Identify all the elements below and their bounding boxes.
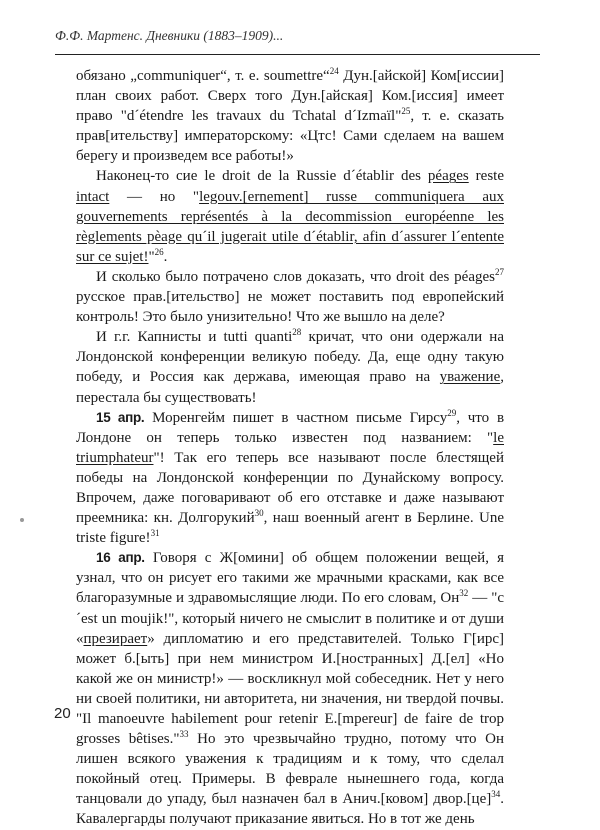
paragraph (76, 548, 504, 829)
paragraph (76, 267, 504, 327)
paragraph (76, 408, 504, 549)
text-run: И сколько было потрачено слов доказать, что droit des péages (96, 268, 495, 285)
text-run: кричат, что они одержали на Лондонской конференции великую победу. Да, еще одну такую победу, и Россия как держава, имеющая право на (76, 329, 504, 386)
text-run: обязано „communiquer“, т. е. soumettre“ (76, 68, 330, 84)
text-run: , перестала бы существовать! (76, 369, 504, 406)
text-run: — "c´est un moujik!", который ничего не смыслит в политике и от души « (76, 590, 505, 647)
text-run: Говоря с Ж[омини] об общем положении вещей, я узнал, что он рисует его такими же мрачными красками, как все благоразумные и здравомыслящие люди. По его словам, Он (76, 550, 504, 607)
footnote-ref: 33 (179, 729, 189, 740)
footnote-ref: 26 (154, 246, 164, 257)
text-run: , наш военный агент в Берлине. Une triste figure! (76, 510, 504, 547)
footnote-ref: 31 (150, 528, 160, 539)
footnote-ref: 29 (447, 407, 457, 418)
running-title: Ф.Ф. Мартенс. Дневники (1883–1909)... (55, 28, 284, 43)
footnote-ref: 32 (459, 588, 469, 599)
text-run: Но это чрезвычайно трудно, потому что Он лишен всякого уважения к традициям и к тому, что сделал покойный отец. Примеры. В феврале нынешнего года, когда танцовали до упаду, был назначен бал в Анич.[ковом] двор.[це] (76, 731, 505, 808)
underlined-text: legouv.[ernement] russe communiquera aux gouvernements représentés à la decommission européenne les règlements pèage qu´il jugerait utile d´établir, afin d´assurer l´entente sur ce sujet! (76, 188, 504, 265)
entry-date: 16 апр. (96, 550, 145, 566)
underlined-text: презирает (83, 630, 148, 647)
text-run: reste (468, 168, 504, 185)
footnote-ref: 34 (491, 789, 501, 800)
underlined-text: le triumphateur (76, 429, 504, 466)
footnote-ref: 30 (254, 508, 264, 519)
text-run: , что в Лондоне он теперь только известен под названием: " (76, 409, 505, 446)
text-run: » дипломатию и его представителей. Только Г[ирс] может б.[ыть] при нем министром И.[ностранных] Д.[ел] «Но какой же он министр!» — воскликнул мой собеседник. Нет у него ни своей политики, ни авторитета, ни значения, ни твердой почвы. "Il manoeuvre habilement pour retenir E.[mpereur] de faire de trop grosses bêtises." (76, 630, 504, 748)
footnote-ref: 27 (495, 266, 504, 277)
paragraph (76, 66, 504, 166)
text-run: Дун.[айской] Ком[иссии] план своих работ. Сверх того Дун.[айская] Ком.[иссия] имеет право (76, 68, 505, 125)
text-run: русское прав.[ительство] не может поставить под европейский контроль! Это было унизительно! Что же вышло на деле? (76, 289, 504, 326)
paragraph (76, 166, 504, 266)
footnote-ref: 25 (401, 106, 411, 117)
text-run: . Кавалергарды получают приказание явиться. Но в тот же день (76, 791, 504, 828)
underlined-text: intact (76, 188, 110, 205)
underlined-text: péages (427, 168, 469, 185)
entry-date: 15 апр. (96, 409, 145, 425)
body-text (76, 66, 504, 830)
page-number: 20 (54, 705, 71, 722)
footnote-ref: 28 (292, 327, 302, 338)
text-run: — но " (109, 188, 200, 205)
text-run: "d´étendre les travaux du Tchatal d´Izmaïl" (120, 108, 402, 125)
text-run: , т. е. сказать прав[ительству] императорскому: «Цтс! Сами сделаем на вашем берегу и произведем все работы!» (76, 108, 504, 165)
text-run: "! Так его теперь все называют после блестящей победы на Лондонской конференции по Дунайскому вопросу. Впрочем, даже поговаривают об его отставке и даже называют преемника: кн. Долгорукий (76, 449, 504, 527)
text-run: Моренгейм пишет в частном письме Гирсу (144, 409, 448, 426)
underlined-text: уважение (439, 369, 501, 386)
text-run: " (148, 248, 155, 265)
text-run: Наконец-то сие le droit de la Russie d´établir des (96, 168, 428, 185)
paragraph (76, 327, 504, 407)
footnote-ref: 24 (329, 66, 339, 76)
margin-mark (20, 518, 24, 522)
text-run: И г.г. Капнисты и tutti quanti (96, 329, 293, 346)
text-run: . (163, 248, 168, 265)
running-header (55, 28, 540, 55)
